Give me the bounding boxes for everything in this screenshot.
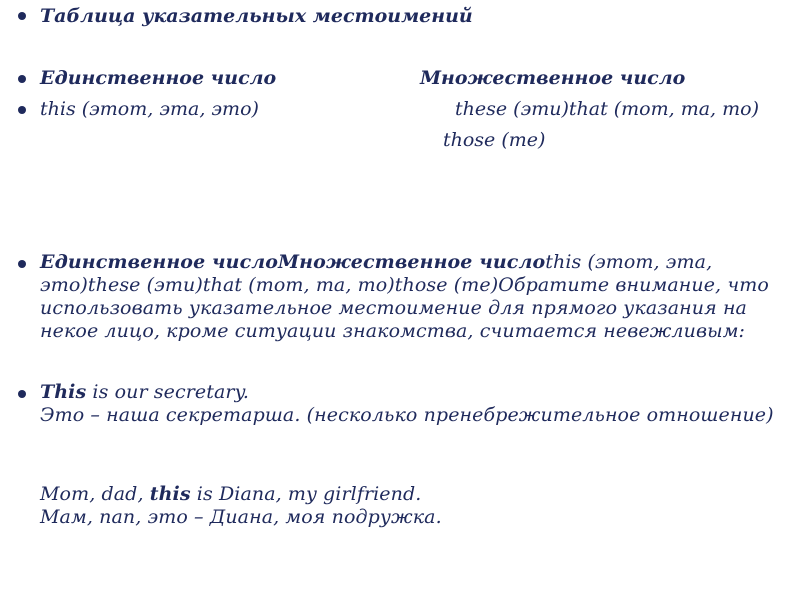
bullet-icon: [18, 75, 26, 83]
example-2-before: Mom, dad,: [40, 483, 150, 505]
example-1-rest: is our secretary.: [86, 381, 250, 403]
example-2-bold-word: this: [149, 483, 191, 505]
plural-header-inline: Множественное число: [278, 251, 546, 273]
plural-row-2: those (те): [443, 129, 546, 151]
explanation-text: this (этот, эта, это)these (эти)that (тот, та, то)those (те)Обратите внимание, что использовать указательное местоимение для прямого указания на некое лицо, кроме ситуации знакомства, считается невежливым:: [40, 251, 769, 342]
bullet-icon: [18, 106, 26, 114]
example-1-bold-word: This: [40, 381, 87, 403]
example-1-translation: Это – наша секретарша. (несколько пренебрежительное отношение): [40, 404, 774, 426]
singular-header-inline: Единственное число: [40, 251, 279, 273]
singular-header: Единственное число: [40, 67, 277, 89]
bullet-icon: [18, 12, 26, 20]
example-1: [40, 381, 785, 427]
example-2-after: is Diana, my girlfriend.: [190, 483, 422, 505]
singular-row: this (этот, эта, это): [40, 98, 259, 120]
example-2-translation: Мам, пап, это – Диана, моя подружка.: [40, 506, 442, 528]
plural-row-1: these (эти)that (тот, та, то): [455, 98, 759, 120]
slide-heading: Таблица указательных местоимений: [40, 5, 473, 27]
example-2: [40, 483, 785, 529]
explanation-paragraph: [40, 251, 785, 343]
bullet-icon: [18, 390, 26, 398]
bullet-icon: [18, 260, 26, 268]
plural-header: Множественное число: [420, 67, 686, 89]
